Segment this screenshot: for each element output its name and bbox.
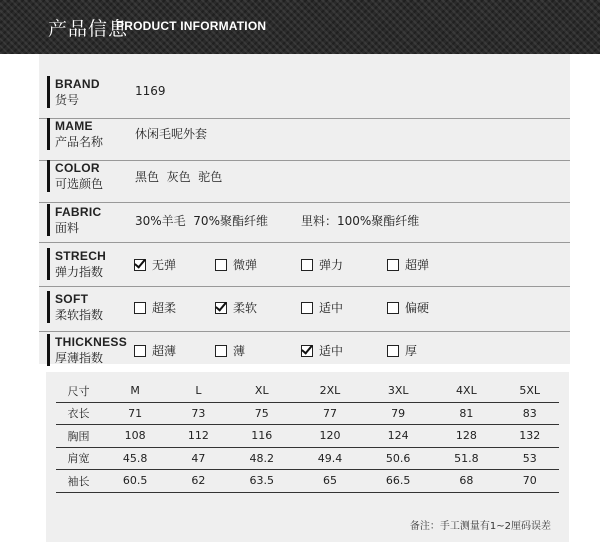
size-table-cell: 83 [500, 402, 559, 425]
checkbox-icon[interactable] [134, 345, 146, 357]
label-fabric-cn: 面料 [55, 221, 80, 235]
divider [39, 160, 570, 161]
option-thickness-2[interactable] [301, 342, 343, 359]
size-table-cell: 66.5 [364, 470, 432, 493]
header-banner [0, 0, 600, 54]
label-soft-en: SOFT [55, 292, 89, 306]
option-thickness-0[interactable] [134, 342, 176, 359]
label-brand-en: BRAND [55, 77, 100, 91]
size-table-cell: M [101, 380, 169, 402]
checkbox-icon[interactable] [134, 259, 146, 271]
label-color [47, 160, 103, 192]
size-table-cell: 128 [432, 425, 500, 448]
option-label: 超薄 [152, 344, 177, 358]
option-label: 适中 [319, 301, 344, 315]
size-table-cell: XL [228, 380, 296, 402]
size-table-row-label: 袖长 [56, 470, 101, 493]
size-table-cell: 68 [432, 470, 500, 493]
value-fabric: 30%羊毛 70%聚酯纤维 [135, 214, 268, 228]
divider [39, 118, 570, 119]
size-table-row-label: 衣长 [56, 402, 101, 425]
option-soft-3[interactable] [387, 299, 429, 316]
divider [39, 202, 570, 203]
size-table-cell: 63.5 [228, 470, 296, 493]
checkbox-icon[interactable] [301, 259, 313, 271]
label-color-cn: 可选颜色 [55, 177, 104, 191]
option-stretch-3[interactable] [387, 256, 429, 273]
label-thickness-cn: 厚薄指数 [55, 351, 104, 365]
size-table-row-label: 尺寸 [56, 380, 101, 402]
size-table-cell: 2XL [296, 380, 364, 402]
checkbox-icon[interactable] [387, 259, 399, 271]
label-thickness [47, 334, 127, 366]
option-label: 弹力 [319, 258, 344, 272]
size-table-cell: 132 [500, 425, 559, 448]
header-title-cn: 产品信息 [48, 18, 129, 40]
label-stretch-en: STRECH [55, 249, 107, 263]
option-thickness-3[interactable] [387, 342, 417, 359]
value-name: 休闲毛呢外套 [135, 127, 208, 141]
size-chart-panel [46, 372, 569, 542]
size-table-cell: 3XL [364, 380, 432, 402]
option-soft-2[interactable] [301, 299, 343, 316]
option-soft-1[interactable] [215, 299, 257, 316]
option-stretch-1[interactable] [215, 256, 257, 273]
option-label: 厚 [405, 344, 418, 358]
size-table-cell: 81 [432, 402, 500, 425]
size-table [56, 380, 559, 493]
divider [39, 331, 570, 332]
size-table-cell: 51.8 [432, 447, 500, 470]
divider [39, 242, 570, 243]
label-brand [47, 76, 100, 108]
option-stretch-2[interactable] [301, 256, 343, 273]
size-table-cell: 48.2 [228, 447, 296, 470]
size-table-cell: 75 [228, 402, 296, 425]
option-label: 柔软 [233, 301, 258, 315]
size-table-cell: 120 [296, 425, 364, 448]
value-brand: 1169 [135, 84, 166, 98]
size-table-cell: L [169, 380, 227, 402]
label-fabric [47, 204, 101, 236]
size-table-cell: 71 [101, 402, 169, 425]
size-table-cell: 112 [169, 425, 227, 448]
value-lining: 里料：100%聚酯纤维 [301, 214, 420, 228]
label-fabric-en: FABRIC [55, 205, 102, 219]
size-table-row [56, 470, 559, 493]
checkbox-icon[interactable] [134, 302, 146, 314]
checkbox-icon[interactable] [215, 302, 227, 314]
size-table-row [56, 425, 559, 448]
checkbox-icon[interactable] [215, 259, 227, 271]
option-label: 超柔 [152, 301, 177, 315]
size-table-row-label: 胸围 [56, 425, 101, 448]
measurement-note: 备注：手工测量有1~2厘码误差 [409, 521, 551, 532]
checkbox-icon[interactable] [387, 302, 399, 314]
label-thickness-en: THICKNESS [55, 335, 128, 349]
size-table-cell: 79 [364, 402, 432, 425]
divider [39, 286, 570, 287]
checkbox-icon[interactable] [215, 345, 227, 357]
option-thickness-1[interactable] [215, 342, 245, 359]
size-table-cell: 62 [169, 470, 227, 493]
size-table-cell: 116 [228, 425, 296, 448]
size-table-cell: 50.6 [364, 447, 432, 470]
size-table-cell: 124 [364, 425, 432, 448]
size-table-cell: 5XL [500, 380, 559, 402]
label-soft [47, 291, 103, 323]
label-name-cn: 产品名称 [55, 135, 104, 149]
header-title-en: PRODUCT INFORMATION [116, 19, 267, 33]
size-table-cell: 73 [169, 402, 227, 425]
checkbox-icon[interactable] [301, 345, 313, 357]
size-table-cell: 4XL [432, 380, 500, 402]
option-label: 微弹 [233, 258, 258, 272]
option-soft-0[interactable] [134, 299, 176, 316]
size-table-cell: 77 [296, 402, 364, 425]
option-label: 薄 [233, 344, 246, 358]
size-table-row [56, 402, 559, 425]
checkbox-icon[interactable] [387, 345, 399, 357]
size-table-cell: 70 [500, 470, 559, 493]
size-table-cell: 47 [169, 447, 227, 470]
value-color: 黑色 灰色 驼色 [135, 170, 223, 184]
label-stretch [47, 248, 106, 280]
label-brand-cn: 货号 [55, 93, 80, 107]
option-label: 无弹 [152, 258, 177, 272]
label-name [47, 118, 103, 150]
label-soft-cn: 柔软指数 [55, 308, 104, 322]
label-name-en: MAME [55, 119, 93, 133]
option-label: 超弹 [405, 258, 430, 272]
info-panel [39, 54, 570, 364]
size-table-header [56, 380, 559, 402]
option-label: 偏硬 [405, 301, 430, 315]
checkbox-icon[interactable] [301, 302, 313, 314]
label-color-en: COLOR [55, 161, 100, 175]
size-table-row-label: 肩宽 [56, 447, 101, 470]
size-table-cell: 65 [296, 470, 364, 493]
option-stretch-0[interactable] [134, 256, 176, 273]
option-label: 适中 [319, 344, 344, 358]
size-table-cell: 60.5 [101, 470, 169, 493]
size-table-row [56, 447, 559, 470]
size-table-cell: 53 [500, 447, 559, 470]
size-table-cell: 45.8 [101, 447, 169, 470]
label-stretch-cn: 弹力指数 [55, 265, 104, 279]
size-table-cell: 108 [101, 425, 169, 448]
size-table-cell: 49.4 [296, 447, 364, 470]
